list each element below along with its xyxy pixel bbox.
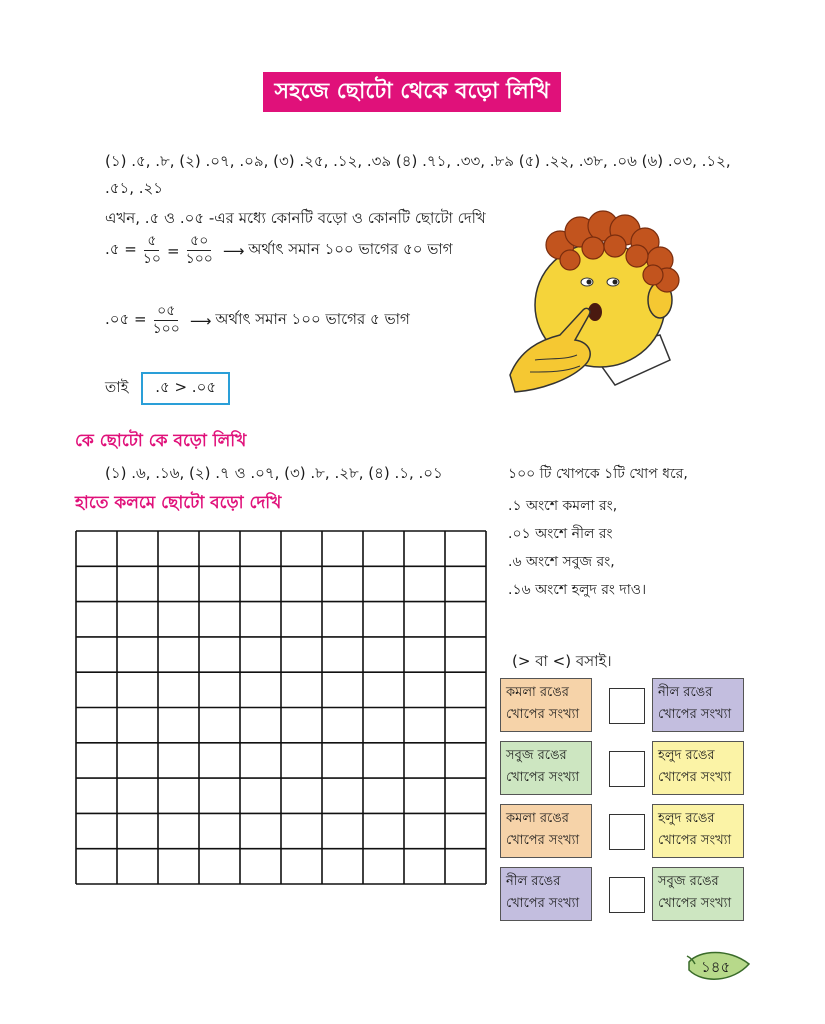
instruction-line: .০১ অংশে নীল রং (508, 526, 613, 542)
exercise-1-line-2: .৫১, .২১ (105, 179, 164, 197)
fraction-denominator: ১০০ (185, 251, 213, 267)
fraction-05-over-100 (150, 303, 183, 338)
fraction-numerator: ০৫ (154, 303, 178, 321)
comparison-left-box (500, 741, 592, 795)
fraction-numerator: ৫০ (187, 233, 211, 251)
section-3-heading: হাতে কলমে ছোটো বড়ো দেখি (75, 493, 282, 513)
comparison-left-box (500, 867, 592, 921)
arrow-right-icon: ⟶ (222, 241, 245, 260)
fraction-denominator: ১০ (142, 251, 162, 267)
box-label-line: নীল রঙের (506, 874, 561, 889)
comparison-left-box (500, 804, 592, 858)
box-label-line: সবুজ রঙের (506, 748, 567, 763)
page-number: ১৪৫ (701, 958, 731, 976)
box-label-line: কমলা রঙের (506, 685, 569, 700)
box-label-line: খোপের সংখ্যা (658, 770, 732, 785)
equals-sign: = (167, 241, 180, 260)
equation-2-lhs: .০৫ = (105, 310, 147, 328)
compare-prompt: (> বা <) বসাই। (512, 652, 612, 670)
page-number-leaf (685, 948, 753, 984)
comparison-answer-square[interactable] (609, 877, 645, 913)
box-label-line: খোপের সংখ্যা (506, 833, 580, 848)
box-label-line: খোপের সংখ্যা (506, 770, 580, 785)
compare-intro-text: এখন, .৫ ও .০৫ -এর মধ্যে কোনটি বড়ো ও কোনটি ছোটো দেখি (105, 209, 486, 227)
equation-1-lhs: .৫ = (105, 240, 137, 258)
equation-2 (105, 303, 410, 338)
instruction-line: ১০০ টি খোপকে ১টি খোপ ধরে, (508, 466, 688, 482)
instruction-line: .১৬ অংশে হলুদ রং দাও। (508, 582, 647, 598)
section-2-heading: কে ছোটো কে বড়ো লিখি (75, 431, 247, 451)
box-label-line: সবুজ রঙের (658, 874, 719, 889)
equation-1 (105, 233, 453, 268)
comparison-left-box (500, 678, 592, 732)
comparison-right-box (652, 741, 744, 795)
box-label-line: খোপের সংখ্যা (658, 896, 732, 911)
fraction-5-over-10 (140, 233, 164, 268)
thinking-boy-illustration (495, 200, 685, 400)
answer-box: .৫ > .০৫ (141, 372, 230, 405)
box-label-line: খোপের সংখ্যা (658, 833, 732, 848)
comparison-answer-square[interactable] (609, 814, 645, 850)
box-label-line: হলুদ রঙের (658, 748, 715, 763)
fraction-denominator: ১০০ (152, 321, 180, 337)
instruction-line: .৬ অংশে সবুজ রং, (508, 554, 615, 570)
exercise-1-line-1: (১) .৫, .৮, (২) .০৭, .০৯, (৩) .২৫, .১২, .৩৯ (৪) .৭১, .৩৩, .৮৯ (৫) .২২, .৩৮, .০৬ (৬) .০৩, .১২, (105, 152, 731, 170)
coloring-instructions (508, 462, 688, 606)
box-label-line: কমলা রঙের (506, 811, 569, 826)
conclusion-prefix: তাই (105, 378, 129, 396)
box-label-line: হলুদ রঙের (658, 811, 715, 826)
page-title: সহজে ছোটো থেকে বড়ো লিখি (263, 72, 561, 112)
comparison-right-box (652, 867, 744, 921)
box-label-line: খোপের সংখ্যা (658, 707, 732, 722)
section-2-items: (১) .৬, .১৬, (২) .৭ ও .০৭, (৩) .৮, .২৮, (৪) .১, .০১ (105, 464, 443, 482)
comparison-right-box (652, 678, 744, 732)
instruction-line: .১ অংশে কমলা রং, (508, 498, 618, 514)
box-label-line: নীল রঙের (658, 685, 713, 700)
comparison-answer-square[interactable] (609, 688, 645, 724)
equation-1-explanation: অর্থাৎ সমান ১০০ ভাগের ৫০ ভাগ (248, 240, 453, 258)
conclusion (105, 372, 230, 405)
fraction-numerator: ৫ (144, 233, 159, 251)
fraction-50-over-100 (183, 233, 216, 268)
box-label-line: খোপের সংখ্যা (506, 896, 580, 911)
equation-2-explanation: অর্থাৎ সমান ১০০ ভাগের ৫ ভাগ (215, 310, 410, 328)
box-label-line: খোপের সংখ্যা (506, 707, 580, 722)
hundred-square-grid[interactable] (75, 530, 487, 885)
comparison-right-box (652, 804, 744, 858)
arrow-right-icon: ⟶ (189, 311, 212, 330)
comparison-answer-square[interactable] (609, 751, 645, 787)
